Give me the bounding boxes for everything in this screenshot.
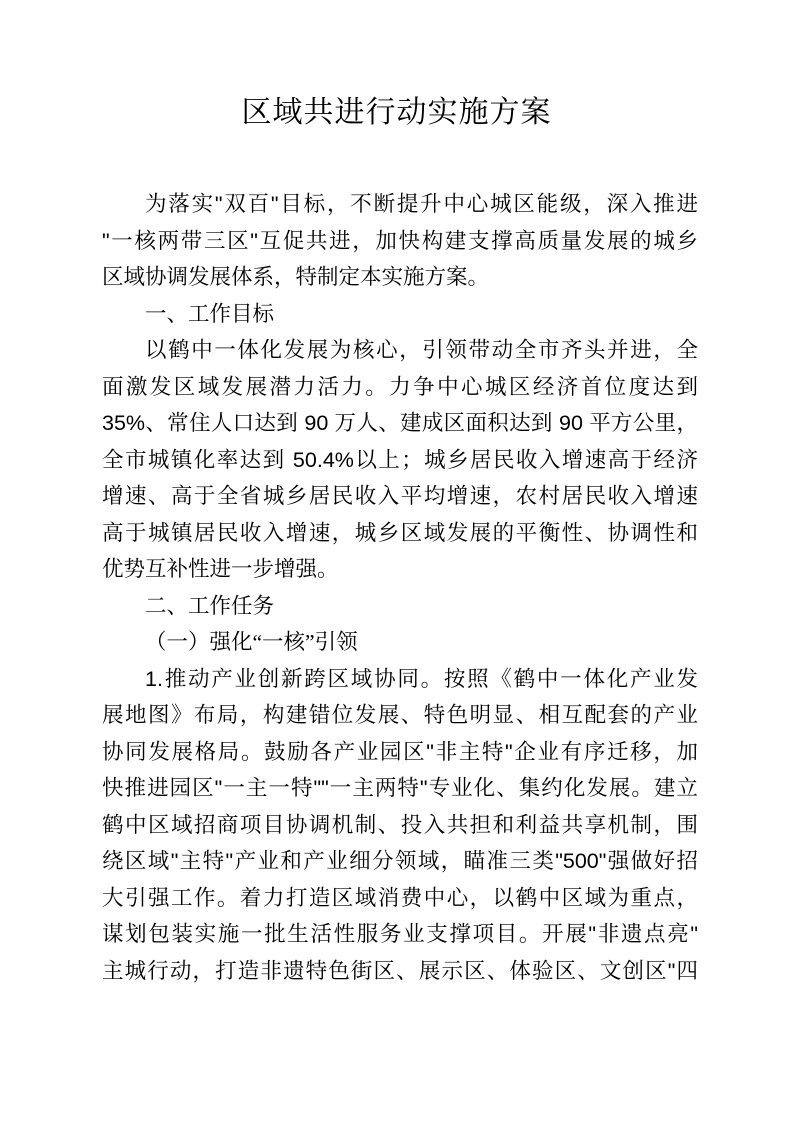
text-line: 快推进园区"一主一特""一主两特"专业化、集约化发展。建立 <box>102 776 698 800</box>
text-line: "一核两带三区"互促共进，加快构建支撑高质量发展的城乡 <box>102 228 698 253</box>
text-line: 绕区域"主特"产业和产业细分领域，瞄准三类"500"强做好招 <box>102 849 698 873</box>
text-line: 面激发区域发展潜力活力。力争中心城区经济首位度达到 <box>102 374 698 399</box>
text-line: 全市城镇化率达到 50.4%以上；城乡居民收入增速高于经济 <box>102 447 698 472</box>
text-line: 区域协调发展体系，特制定本实施方案。 <box>102 265 490 289</box>
text-line: 谋划包装实施一批生活性服务业支撑项目。开展"非遗点亮" <box>102 922 698 946</box>
text-line: 一、工作目标 <box>145 301 275 326</box>
text-line: 高于城镇居民收入增速，城乡区域发展的平衡性、协调性和 <box>102 520 698 545</box>
text-line: 35%、常住人口达到 90 万人、建成区面积达到 90 平方公里， <box>102 411 698 435</box>
document-body <box>102 186 698 989</box>
heading-work-tasks <box>102 588 698 625</box>
task-1-paragraph <box>102 661 698 990</box>
text-line: 优势互补性进一步增强。 <box>102 557 339 581</box>
text-line: 协同发展格局。鼓励各产业园区"非主特"企业有序迁移，加 <box>102 739 698 764</box>
text-line: 二、工作任务 <box>145 593 275 618</box>
text-line: 鹤中区域招商项目协调机制、投入共担和利益共享机制，围 <box>102 812 698 837</box>
text-line: 增速、高于全省城乡居民收入平均增速，农村居民收入增速 <box>102 484 698 508</box>
subheading-strengthen-core <box>102 624 698 661</box>
text-line: （一）强化“一核”引领 <box>145 630 358 654</box>
text-line: 展地图》布局，构建错位发展、特色明显、相互配套的产业 <box>102 703 698 727</box>
heading-work-goals <box>102 296 698 333</box>
goals-paragraph <box>102 332 698 588</box>
intro-paragraph <box>102 186 698 296</box>
text-line: 1.推动产业创新跨区域协同。按照《鹤中一体化产业发 <box>145 666 698 691</box>
text-line: 大引强工作。着力打造区域消费中心，以鹤中区域为重点， <box>102 885 698 910</box>
text-line: 主城行动，打造非遗特色街区、展示区、体验区、文创区"四 <box>102 958 698 983</box>
document-title: 区域共进行动实施方案 <box>241 96 552 129</box>
text-line: 为落实"双百"目标，不断提升中心城区能级，深入推进 <box>145 192 698 216</box>
text-line: 以鹤中一体化发展为核心，引领带动全市齐头并进，全 <box>145 338 698 362</box>
